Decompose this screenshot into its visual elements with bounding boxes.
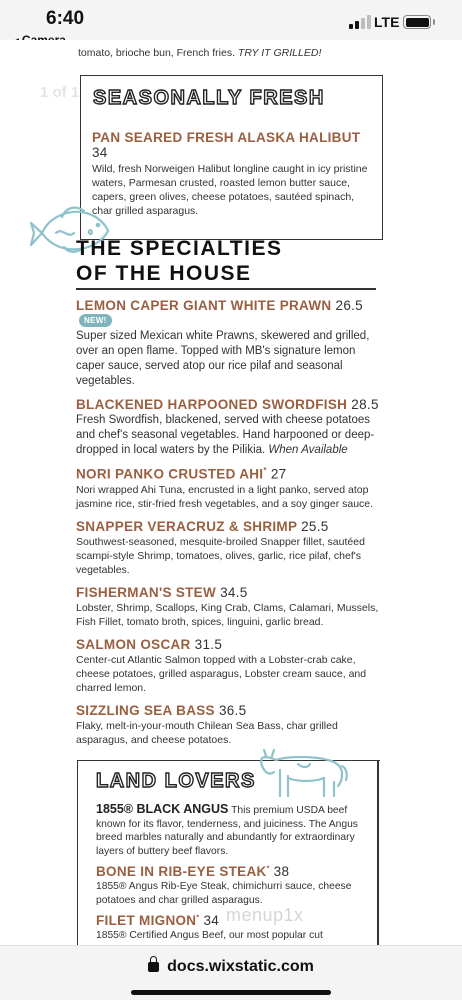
item-name: PAN SEARED FRESH ALASKA HALIBUT: [92, 130, 361, 145]
item-price: 27: [270, 466, 287, 482]
item-description: 1855® Angus Rib-Eye Steak, chimichurri sauce, cheese potatoes and char grilled asparagus.: [96, 881, 352, 906]
signal-icon: [349, 15, 371, 29]
address-bar[interactable]: [0, 945, 462, 1000]
item-name: LEMON CAPER GIANT WHITE PRAWN: [76, 298, 332, 313]
item-price: 26.5: [335, 298, 363, 313]
lock-icon: [148, 962, 159, 972]
specialties-title: THE SPECIALTIES OF THE HOUSE: [76, 237, 283, 285]
section-divider: [76, 288, 376, 290]
item-price: 31.5: [194, 636, 223, 652]
seasonal-title: SEASONALLY FRESH: [93, 87, 325, 109]
battery-icon: [403, 15, 431, 29]
url-text[interactable]: docs.wixstatic.com: [167, 958, 314, 975]
item-price: 34: [203, 913, 220, 928]
network-label: LTE: [374, 14, 400, 30]
seasonal-section: [80, 75, 383, 240]
item-name: BLACKENED HARPOONED SWORDFISH: [76, 397, 348, 412]
page-indicator: 1 of 1: [40, 84, 80, 101]
menu-item: [76, 397, 386, 458]
item-price: 36.5: [218, 702, 247, 718]
item-description: This premium USDA beef known for its flavor, tenderness, and juiciness. The Angus breed marbles naturally and abundantly for extraordinary layers of buttery beef flavors.: [96, 805, 358, 857]
item-price: 28.5: [351, 397, 379, 412]
item-name: FISHERMAN'S STEW: [76, 584, 217, 600]
specialties-list: [76, 298, 386, 755]
item-description: Southwest-seasoned, mesquite-broiled Snapper fillet, sautéed scampi-style Shrimp, tomatoes, olives, garlic, rice pilaf, chef's vegetables.: [76, 535, 365, 576]
item-description: Super sized Mexican white Prawns, skewered and grilled, over an open flame. Topped with MB's signature lemon caper sauce, served atop our rice pilaf and seasonal vegetables.: [76, 330, 370, 387]
menu-item: BONE IN RIB-EYE STEAK* 38 1855® Angus Rib-Eye Steak, chimichurri sauce, cheese potatoes and char grilled asparagus.: [96, 864, 366, 907]
item-description: Flaky, melt-in-your-mouth Chilean Sea Bass, char grilled asparagus, and cheese potatoes.: [76, 719, 338, 746]
menu-item: [76, 585, 386, 629]
item-description: Lobster, Shrimp, Scallops, King Crab, Clams, Calamari, Mussels, Fish Fillet, tomato broth, spices, linguini, garlic bread.: [76, 601, 379, 628]
item-description: Center-cut Atlantic Salmon topped with a Lobster-crab cake, cheese potatoes, grilled asparagus, Lobster cream sauce, and charred lemon.: [76, 653, 367, 694]
item-name: 1855® BLACK ANGUS: [96, 802, 229, 816]
menu-item: [76, 637, 386, 695]
new-badge: NEW!: [79, 314, 112, 327]
previous-item-tail: tomato, brioche bun, French fries. TRY IT GRILLED!: [78, 47, 322, 59]
menu-item: [96, 803, 366, 858]
land-lovers-title: LAND LOVERS: [96, 770, 256, 792]
item-name: SALMON OSCAR: [76, 636, 191, 652]
item-description: Nori wrapped Ahi Tuna, encrusted in a light panko, served atop jasmine rice, stir-fried fresh vegetables, and a soy ginger sauce.: [76, 483, 374, 510]
item-price: 34: [92, 145, 108, 160]
menu-item: [92, 130, 372, 218]
item-name: NORI PANKO CRUSTED AHI: [76, 466, 264, 482]
item-description: 1855® Certified Angus Beef, our most popular cut: [96, 930, 323, 941]
item-price: 38: [273, 864, 290, 879]
document-view[interactable]: [0, 40, 462, 945]
item-price: 25.5: [301, 518, 329, 534]
section-border: [377, 760, 379, 945]
menu-item: [76, 519, 386, 577]
cow-icon: [258, 746, 350, 800]
item-name: FILET MIGNON: [96, 913, 197, 928]
item-name: BONE IN RIB-EYE STEAK: [96, 864, 267, 879]
home-indicator[interactable]: [131, 990, 331, 995]
item-description: Fresh Swordfish, blackened, served with cheese potatoes and chef's seasonal vegetables. Hand harpooned or deep-dropped in local waters by the Pilikia. When Available: [76, 414, 375, 456]
item-description: Wild, fresh Norweigen Halibut longline caught in icy pristine waters, Parmesan crusted, roasted lemon butter sauce, capers, green olives, cheese potatoes, sautéed spinach, char grilled asparagus.: [92, 163, 368, 217]
item-name: SIZZLING SEA BASS: [76, 702, 215, 718]
menu-item: FILET MIGNON* 34 1855® Certified Angus Beef, our most popular cut: [96, 913, 366, 943]
item-name: SNAPPER VERACRUZ & SHRIMP: [76, 518, 298, 534]
item-price: 34.5: [220, 584, 248, 600]
menu-item: NORI PANKO CRUSTED AHI* 27 Nori wrapped Ahi Tuna, encrusted in a light panko, served atop jasmine rice, stir-fried fresh vegetables, and a soy ginger sauce.: [76, 466, 386, 511]
menu-item: [76, 298, 386, 389]
clock: 6:40: [46, 8, 85, 29]
watermark: menup1x: [226, 905, 304, 925]
menu-item: [76, 703, 386, 747]
